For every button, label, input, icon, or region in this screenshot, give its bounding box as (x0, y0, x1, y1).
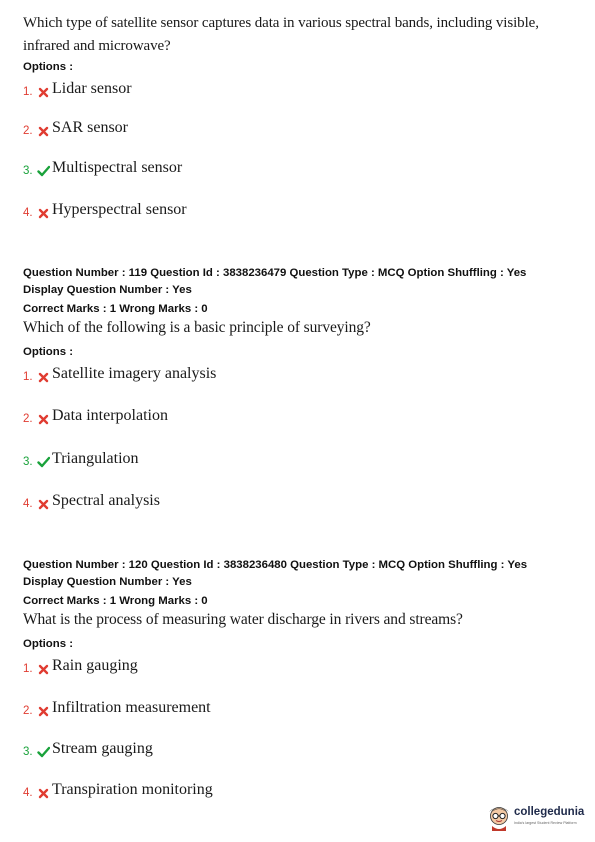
question-text: Which of the following is a basic principle of surveying? (23, 319, 371, 336)
option-item (23, 118, 423, 140)
option-item (23, 656, 423, 678)
option-text: Satellite imagery analysis (52, 365, 217, 382)
option-text: Lidar sensor (52, 80, 132, 97)
option-text: Triangulation (52, 450, 139, 467)
cross-icon (37, 497, 50, 511)
cross-icon (37, 662, 50, 676)
option-number: 2. (23, 413, 33, 425)
cross-icon (37, 370, 50, 384)
option-number: 1. (23, 371, 33, 383)
option-item (23, 698, 423, 720)
option-text: Stream gauging (52, 740, 153, 757)
option-item (23, 406, 423, 428)
question-text-line: infrared and microwave? (23, 38, 171, 54)
logo-name: collegedunia (514, 806, 585, 818)
option-text: Infiltration measurement (52, 699, 211, 716)
option-text: Multispectral sensor (52, 159, 183, 176)
cross-icon (37, 704, 50, 718)
option-item (23, 364, 423, 386)
option-item (23, 739, 423, 761)
option-number: 1. (23, 663, 33, 675)
question-meta: Display Question Number : Yes (23, 284, 192, 296)
option-text: Spectral analysis (52, 492, 160, 509)
option-number: 2. (23, 705, 33, 717)
option-number: 2. (23, 125, 33, 137)
options-label: Options : (23, 61, 73, 73)
option-number: 4. (23, 498, 33, 510)
mascot-icon (486, 802, 512, 832)
option-number: 3. (23, 456, 33, 468)
option-text: Rain gauging (52, 657, 138, 674)
question-text-line: Which type of satellite sensor captures data in various spectral bands, including visible, (23, 15, 539, 31)
option-number: 3. (23, 165, 33, 177)
option-number: 4. (23, 787, 33, 799)
option-item (23, 780, 423, 802)
marks-info: Correct Marks : 1 Wrong Marks : 0 (23, 303, 208, 315)
option-item (23, 158, 423, 180)
cross-icon (37, 786, 50, 800)
option-number: 4. (23, 207, 33, 219)
option-text: Data interpolation (52, 407, 168, 424)
cross-icon (37, 206, 50, 220)
marks-info: Correct Marks : 1 Wrong Marks : 0 (23, 595, 208, 607)
options-label: Options : (23, 638, 73, 650)
option-item (23, 79, 423, 101)
question-meta: Question Number : 120 Question Id : 3838236480 Question Type : MCQ Option Shuffling : Yes (23, 559, 528, 571)
checkmark-icon (37, 745, 50, 759)
checkmark-icon (37, 455, 50, 469)
option-item (23, 491, 423, 513)
question-meta: Question Number : 119 Question Id : 3838236479 Question Type : MCQ Option Shuffling : Yes (23, 267, 527, 279)
logo-tagline: India's largest Student Review Platform (514, 821, 577, 825)
collegedunia-logo (486, 800, 590, 834)
cross-icon (37, 412, 50, 426)
option-number: 3. (23, 746, 33, 758)
option-item (23, 200, 423, 222)
option-number: 1. (23, 86, 33, 98)
option-text: SAR sensor (52, 119, 129, 136)
option-text: Transpiration monitoring (52, 781, 213, 798)
options-label: Options : (23, 346, 73, 358)
cross-icon (37, 85, 50, 99)
checkmark-icon (37, 164, 50, 178)
cross-icon (37, 124, 50, 138)
option-item (23, 449, 423, 471)
question-meta: Display Question Number : Yes (23, 576, 192, 588)
question-text: What is the process of measuring water discharge in rivers and streams? (23, 611, 463, 628)
option-text: Hyperspectral sensor (52, 201, 187, 218)
